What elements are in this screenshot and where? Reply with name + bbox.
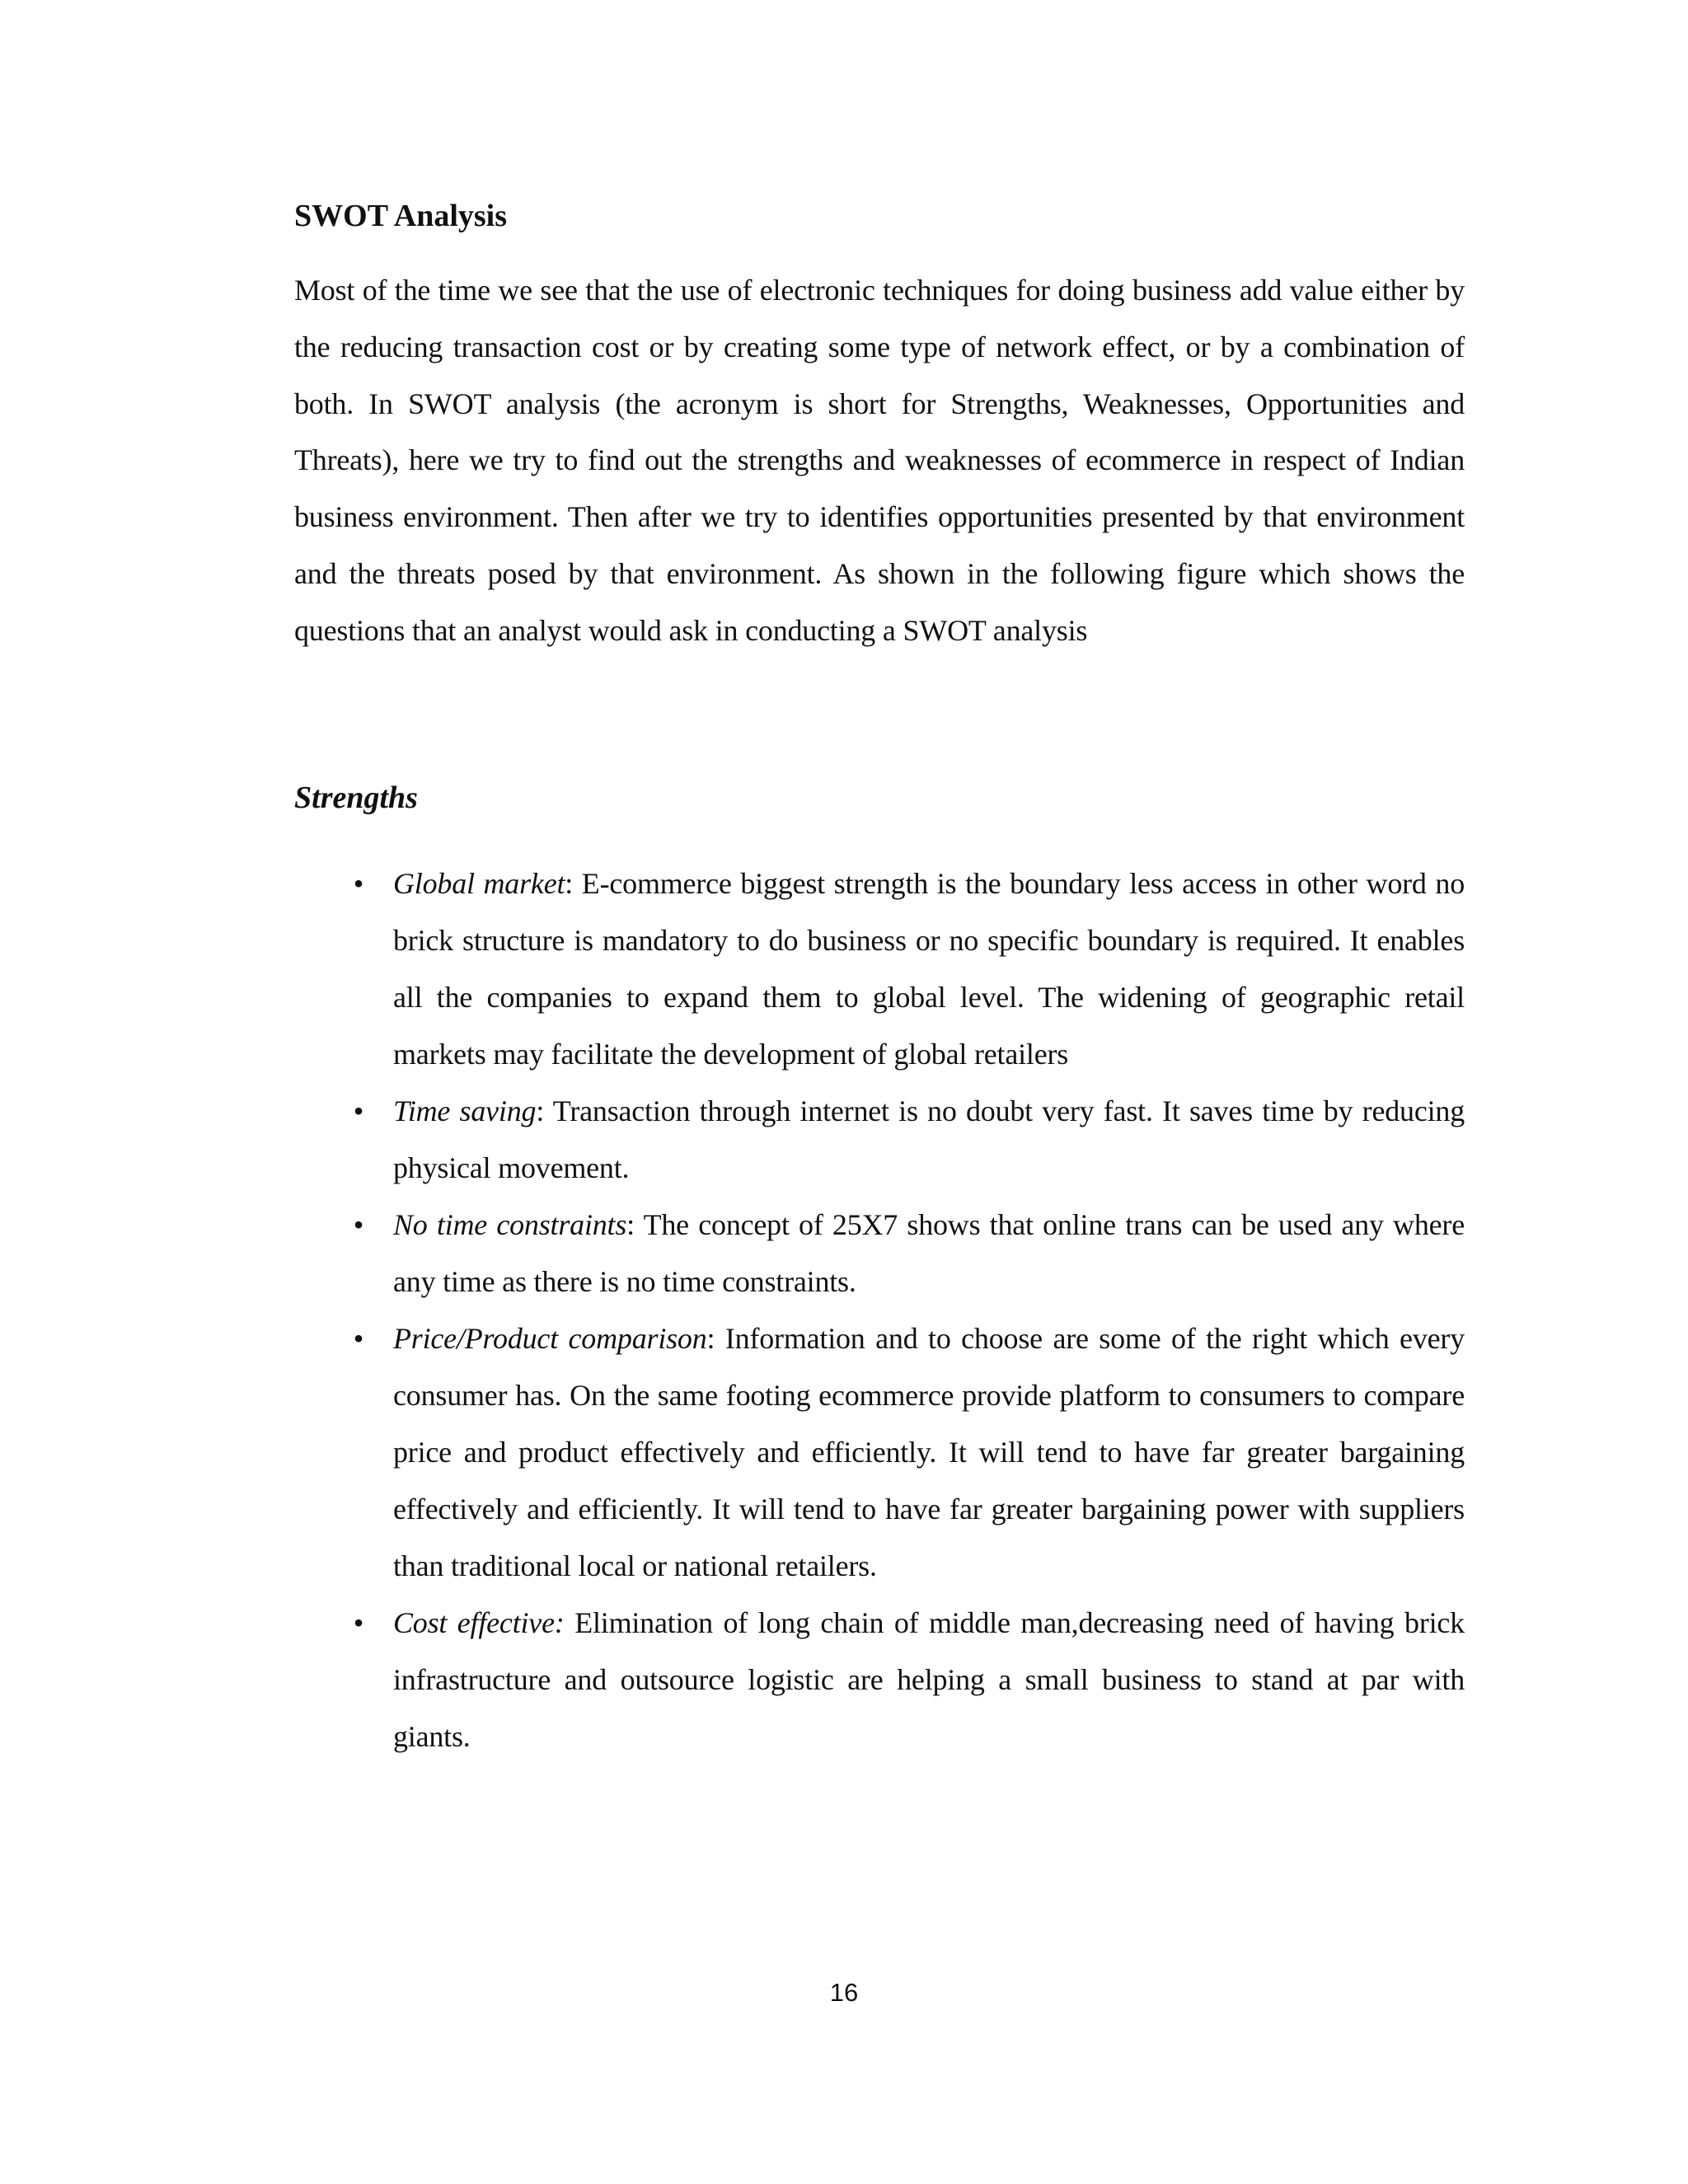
bullet-text: Information and to choose are some of the right which every consumer has. On the same footing ecommerce provide platform to consumers to compare price and product effectively and efficiently. It will tend to have far greater bargaining effectively and efficiently. It will tend to have far greater bargaining power with suppliers than traditional local or national retailers. <box>393 1321 1465 1582</box>
strengths-list <box>294 855 1465 1765</box>
list-item <box>294 1595 1465 1765</box>
page-number: 16 <box>829 1978 859 2007</box>
list-item <box>294 1310 1465 1595</box>
bullet-term: Time saving <box>393 1094 537 1127</box>
list-item <box>294 1197 1465 1310</box>
intro-paragraph: Most of the time we see that the use of electronic techniques for doing business add value either by the reducing transaction cost or by creating some type of network effect, or by a combination of both. In SWOT analysis (the acronym is short for Strengths, Weaknesses, Opportunities and Threats), here we try to find out the strengths and weaknesses of ecommerce in respect of Indian business environment. Then after we try to identifies opportunities presented by that environment and the threats posed by that environment. As shown in the following figure which shows the questions that an analyst would ask in conducting a SWOT analysis <box>294 274 1465 647</box>
bullet-text: Transaction through internet is no doubt very fast. It saves time by reducing physical movement. <box>393 1094 1465 1184</box>
bullet-separator <box>565 1606 575 1639</box>
bullet-icon: • <box>353 1094 364 1127</box>
bullet-separator: : <box>626 1207 644 1241</box>
bullet-icon: • <box>353 1207 364 1241</box>
bullet-term: Cost effective: <box>393 1605 565 1639</box>
bullet-text: The concept of 25X7 shows that online trans can be used any where any time as there is no time constraints. <box>393 1207 1465 1298</box>
bullet-icon: • <box>353 1321 364 1355</box>
bullet-icon: • <box>353 866 364 900</box>
bullet-text: Elimination of long chain of middle man,decreasing need of having brick infrastructure and outsource logistic are helping a small business to stand at par with giants. <box>393 1605 1465 1753</box>
bullet-separator: : <box>536 1094 553 1127</box>
bullet-separator: : <box>565 866 582 900</box>
bullet-text: E-commerce biggest strength is the boundary less access in other word no brick structure is mandatory to do business or no specific boundary is required. It enables all the companies to expand them to global level. The widening of geographic retail markets may facilitate the development of global retailers <box>393 866 1465 1071</box>
bullet-icon: • <box>353 1605 364 1639</box>
list-item <box>294 855 1465 1083</box>
bullet-term: Price/Product comparison <box>393 1321 707 1355</box>
strengths-heading: Strengths <box>294 780 418 815</box>
bullet-term: Global market <box>393 866 565 900</box>
bullet-term: No time constraints <box>393 1207 627 1241</box>
page-title: SWOT Analysis <box>294 199 508 233</box>
list-item <box>294 1083 1465 1197</box>
bullet-separator: : <box>706 1321 725 1355</box>
page-content <box>294 188 1465 1765</box>
